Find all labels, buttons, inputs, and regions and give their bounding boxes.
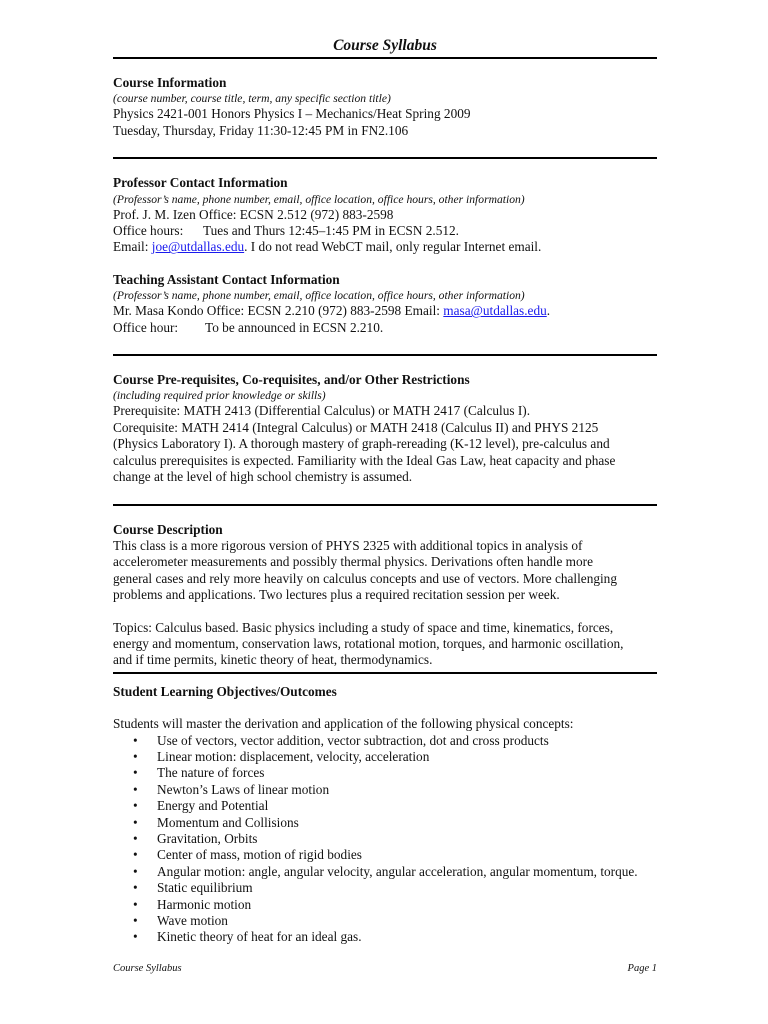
objective-item <box>113 880 657 896</box>
professor-hours-line <box>113 223 657 239</box>
divider <box>113 672 657 674</box>
objectives-section <box>113 684 657 946</box>
professor-section <box>113 175 657 256</box>
objective-item <box>113 765 657 781</box>
document-title: Course Syllabus <box>333 37 437 54</box>
professor-email-label: Email: <box>113 239 152 255</box>
bullet-icon: • <box>133 814 138 830</box>
bullet-icon: • <box>133 929 138 945</box>
objective-text: Center of mass, motion of rigid bodies <box>157 847 362 863</box>
ta-email-end: . <box>546 303 551 319</box>
objective-item <box>113 913 657 929</box>
topics-line: energy and momentum, conservation laws, rotational motion, torques, and harmonic oscillation, <box>113 635 624 651</box>
prereq-detail-line: (Physics Laboratory I). A thorough mastery of graph-rereading (K-12 level), pre-calculus and <box>113 436 610 452</box>
course-info-hint: (course number, course title, term, any specific section title) <box>113 92 391 106</box>
professor-hours-label: Office hours: <box>113 223 184 239</box>
description-heading: Course Description <box>113 521 223 537</box>
objective-item <box>113 782 657 798</box>
professor-name-line: Prof. J. M. Izen Office: ECSN 2.512 (972) 883-2598 <box>113 206 394 222</box>
objective-text: Harmonic motion <box>157 896 252 912</box>
ta-hint: (Professor’s name, phone number, email, office location, office hours, other information) <box>113 289 525 303</box>
ta-hours-line <box>113 320 657 336</box>
professor-email-note: . I do not read WebCT mail, only regular Internet email. <box>244 239 542 255</box>
course-title-line: Physics 2421-001 Honors Physics I – Mechanics/Heat Spring 2009 <box>113 106 471 122</box>
bullet-icon: • <box>133 913 138 929</box>
prereq-detail-line: calculus prerequisites is expected. Familiarity with the Ideal Gas Law, heat capacity and phase <box>113 452 616 468</box>
ta-section <box>113 272 657 336</box>
ta-hours-value: To be announced in ECSN 2.210. <box>205 319 384 335</box>
professor-heading: Professor Contact Information <box>113 175 288 191</box>
bullet-icon: • <box>133 732 138 748</box>
bullet-icon: • <box>133 781 138 797</box>
ta-name-text: Mr. Masa Kondo Office: ECSN 2.210 (972) 883-2598 Email: <box>113 303 444 319</box>
footer-title: Course Syllabus <box>113 963 182 974</box>
bullet-icon: • <box>133 896 138 912</box>
description-line: This class is a more rigorous version of PHYS 2325 with additional topics in analysis of <box>113 537 583 553</box>
objective-text: Newton’s Laws of linear motion <box>157 781 330 797</box>
objective-text: Use of vectors, vector addition, vector subtraction, dot and cross products <box>157 732 549 748</box>
coreq-line: Corequisite: MATH 2414 (Integral Calculus) or MATH 2418 (Calculus II) and PHYS 2125 <box>113 419 599 435</box>
divider <box>113 354 657 356</box>
bullet-icon: • <box>133 765 138 781</box>
objective-text: Linear motion: displacement, velocity, acceleration <box>157 748 430 764</box>
prereq-detail-line: change at the level of high school chemistry is assumed. <box>113 469 413 485</box>
objective-item <box>113 847 657 863</box>
ta-heading: Teaching Assistant Contact Information <box>113 271 340 287</box>
bullet-icon: • <box>133 798 138 814</box>
objective-text: Momentum and Collisions <box>157 814 299 830</box>
course-schedule-line: Tuesday, Thursday, Friday 11:30-12:45 PM in FN2.106 <box>113 122 409 138</box>
divider <box>113 57 657 59</box>
professor-hours-value: Tues and Thurs 12:45–1:45 PM in ECSN 2.512. <box>203 223 459 239</box>
objective-item <box>113 733 657 749</box>
page-footer <box>113 963 657 974</box>
prereq-heading: Course Pre-requisites, Co-requisites, and/or Other Restrictions <box>113 372 470 388</box>
divider <box>113 504 657 506</box>
professor-hint: (Professor’s name, phone number, email, office location, office hours, other information) <box>113 192 525 206</box>
topics-line: and if time permits, kinetic theory of heat, thermodynamics. <box>113 652 433 668</box>
description-section <box>113 522 657 669</box>
objective-text: Energy and Potential <box>157 798 269 814</box>
objective-text: Kinetic theory of heat for an ideal gas. <box>157 929 362 945</box>
bullet-icon: • <box>133 880 138 896</box>
objective-item <box>113 897 657 913</box>
objective-item <box>113 831 657 847</box>
ta-email-link[interactable]: masa@utdallas.edu <box>443 303 547 319</box>
prereq-line: Prerequisite: MATH 2413 (Differential Calculus) or MATH 2417 (Calculus I). <box>113 403 531 419</box>
objective-text: Static equilibrium <box>157 880 253 896</box>
course-info-section <box>113 75 657 139</box>
objective-text: The nature of forces <box>157 765 265 781</box>
objectives-heading: Student Learning Objectives/Outcomes <box>113 683 337 699</box>
objective-text: Wave motion <box>157 913 228 929</box>
objective-item <box>113 798 657 814</box>
objective-item <box>113 749 657 765</box>
bullet-icon: • <box>133 831 138 846</box>
description-line: accelerometer measurements and possibly thermal physics. Derivations often handle more <box>113 554 594 570</box>
prereq-hint: (including required prior knowledge or skills) <box>113 389 326 403</box>
objective-text: Angular motion: angle, angular velocity, angular acceleration, angular momentum, torque. <box>157 863 638 879</box>
bullet-icon: • <box>133 863 138 879</box>
objective-item <box>113 815 657 831</box>
ta-hours-label: Office hour: <box>113 319 179 335</box>
topics-line: Topics: Calculus based. Basic physics including a study of space and time, kinematics, forces, <box>113 619 614 635</box>
syllabus-page <box>113 36 657 946</box>
bullet-icon: • <box>133 847 138 863</box>
ta-name-line <box>113 303 657 319</box>
objective-text: Gravitation, Orbits <box>157 831 258 846</box>
description-line: problems and applications. Two lectures plus a required recitation session per week. <box>113 587 560 603</box>
divider <box>113 157 657 159</box>
page-number: Page 1 <box>627 963 657 974</box>
objectives-intro: Students will master the derivation and application of the following physical concepts: <box>113 716 574 732</box>
professor-email-link[interactable]: joe@utdallas.edu <box>151 239 245 255</box>
bullet-icon: • <box>133 748 138 764</box>
objective-item <box>113 929 657 945</box>
description-line: general cases and rely more heavily on calculus concepts and use of vectors. More challenging <box>113 570 617 586</box>
course-info-heading: Course Information <box>113 75 227 90</box>
objectives-list <box>113 733 657 946</box>
objective-item <box>113 864 657 880</box>
professor-email-line <box>113 239 657 255</box>
prereq-section <box>113 372 657 485</box>
